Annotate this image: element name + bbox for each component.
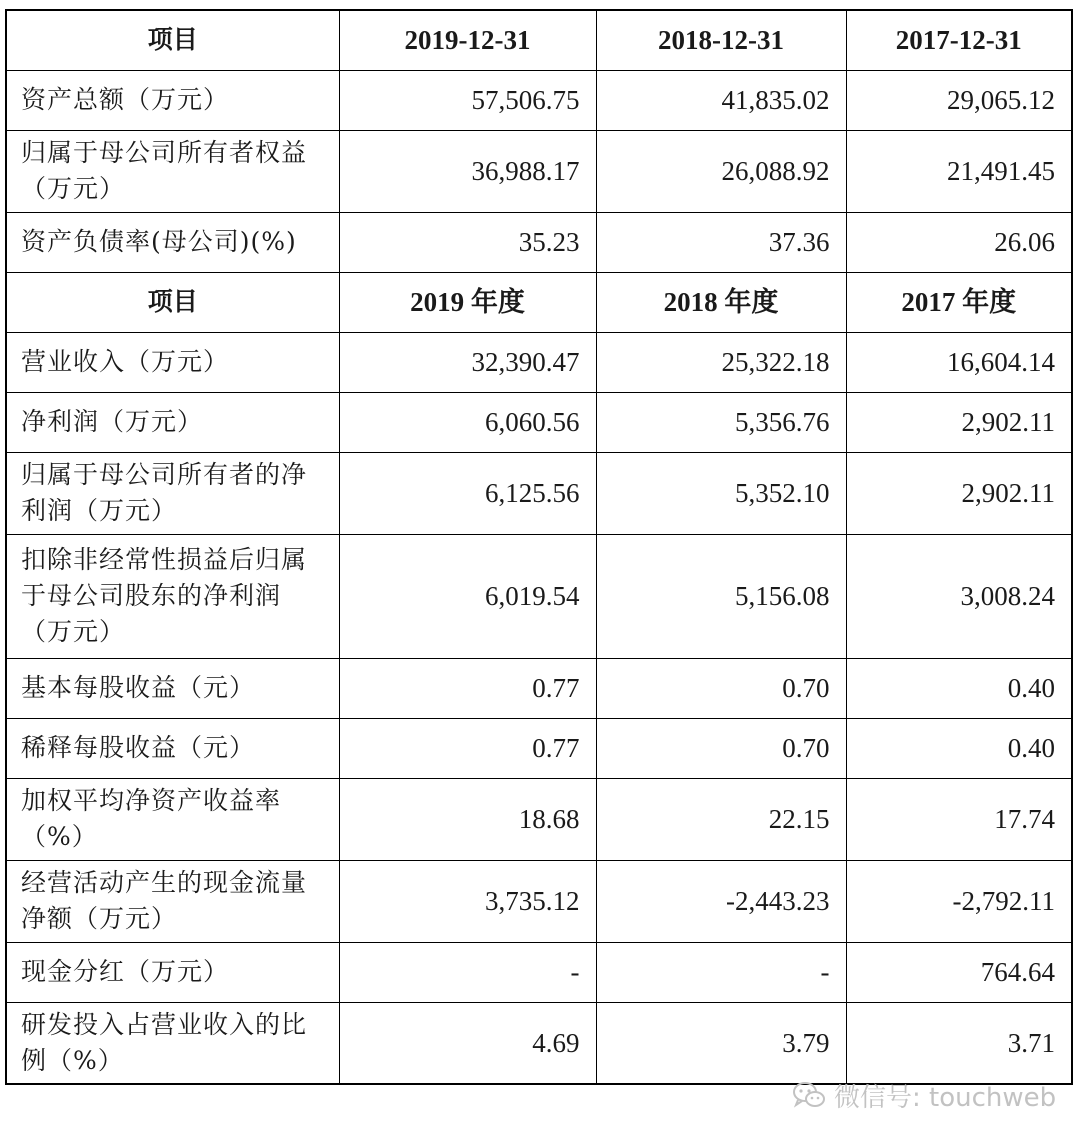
table-row	[6, 534, 1072, 658]
value-2017: 3,008.24	[846, 534, 1072, 658]
value-2017: 764.64	[846, 942, 1072, 1002]
table-row	[6, 392, 1072, 452]
balance-header-row	[6, 10, 1072, 70]
value-2018: -2,443.23	[596, 860, 846, 942]
value-2017: 0.40	[846, 658, 1072, 718]
row-label: 研发投入占营业收入的比例（%）	[6, 1002, 339, 1084]
watermark-text: 微信号: touchweb	[834, 1082, 1057, 1113]
value-2019: 0.77	[339, 718, 596, 778]
table-row	[6, 658, 1072, 718]
row-label: 资产负债率(母公司)(%)	[6, 212, 339, 272]
table-row	[6, 332, 1072, 392]
header-2018-12-31: 2018-12-31	[596, 10, 846, 70]
value-2018: 0.70	[596, 718, 846, 778]
value-2017: 2,902.11	[846, 452, 1072, 534]
value-2019: 18.68	[339, 778, 596, 860]
value-2018: 5,352.10	[596, 452, 846, 534]
value-2019: 3,735.12	[339, 860, 596, 942]
header-2018: 2018 年度	[596, 272, 846, 332]
value-2018: 26,088.92	[596, 130, 846, 212]
value-2017: 0.40	[846, 718, 1072, 778]
value-2018: 41,835.02	[596, 70, 846, 130]
value-2017: 17.74	[846, 778, 1072, 860]
table-row	[6, 942, 1072, 1002]
value-2018: 37.36	[596, 212, 846, 272]
header-item: 项目	[6, 272, 339, 332]
row-label: 基本每股收益（元）	[6, 658, 339, 718]
row-label: 资产总额（万元）	[6, 70, 339, 130]
table-row	[6, 212, 1072, 272]
row-label: 经营活动产生的现金流量净额（万元）	[6, 860, 339, 942]
table-row	[6, 778, 1072, 860]
wechat-watermark	[792, 1075, 1056, 1115]
financial-summary-table	[5, 9, 1073, 1085]
value-2018: 5,156.08	[596, 534, 846, 658]
table-row	[6, 70, 1072, 130]
value-2019: 35.23	[339, 212, 596, 272]
row-label: 稀释每股收益（元）	[6, 718, 339, 778]
value-2017: 21,491.45	[846, 130, 1072, 212]
income-header-row	[6, 272, 1072, 332]
value-2019: -	[339, 942, 596, 1002]
value-2019: 4.69	[339, 1002, 596, 1084]
row-label: 净利润（万元）	[6, 392, 339, 452]
table-row	[6, 1002, 1072, 1084]
header-2019: 2019 年度	[339, 272, 596, 332]
table-row	[6, 130, 1072, 212]
table-row	[6, 718, 1072, 778]
value-2018: 5,356.76	[596, 392, 846, 452]
row-label: 加权平均净资产收益率（%）	[6, 778, 339, 860]
value-2017: 3.71	[846, 1002, 1072, 1084]
header-item: 项目	[6, 10, 339, 70]
value-2017: 26.06	[846, 212, 1072, 272]
value-2019: 57,506.75	[339, 70, 596, 130]
header-2017-12-31: 2017-12-31	[846, 10, 1072, 70]
row-label: 归属于母公司所有者的净利润（万元）	[6, 452, 339, 534]
value-2018: -	[596, 942, 846, 1002]
header-2019-12-31: 2019-12-31	[339, 10, 596, 70]
table-row	[6, 860, 1072, 942]
value-2019: 6,060.56	[339, 392, 596, 452]
value-2018: 25,322.18	[596, 332, 846, 392]
value-2017: 29,065.12	[846, 70, 1072, 130]
row-label: 归属于母公司所有者权益（万元）	[6, 130, 339, 212]
value-2019: 36,988.17	[339, 130, 596, 212]
value-2019: 32,390.47	[339, 332, 596, 392]
row-label: 扣除非经常性损益后归属于母公司股东的净利润（万元）	[6, 534, 339, 658]
value-2019: 6,125.56	[339, 452, 596, 534]
row-label: 营业收入（万元）	[6, 332, 339, 392]
header-2017: 2017 年度	[846, 272, 1072, 332]
row-label: 现金分红（万元）	[6, 942, 339, 1002]
table-row	[6, 452, 1072, 534]
value-2018: 0.70	[596, 658, 846, 718]
value-2019: 0.77	[339, 658, 596, 718]
value-2019: 6,019.54	[339, 534, 596, 658]
value-2018: 3.79	[596, 1002, 846, 1084]
value-2017: 2,902.11	[846, 392, 1072, 452]
value-2018: 22.15	[596, 778, 846, 860]
value-2017: 16,604.14	[846, 332, 1072, 392]
value-2017: -2,792.11	[846, 860, 1072, 942]
wechat-icon	[792, 1081, 826, 1109]
